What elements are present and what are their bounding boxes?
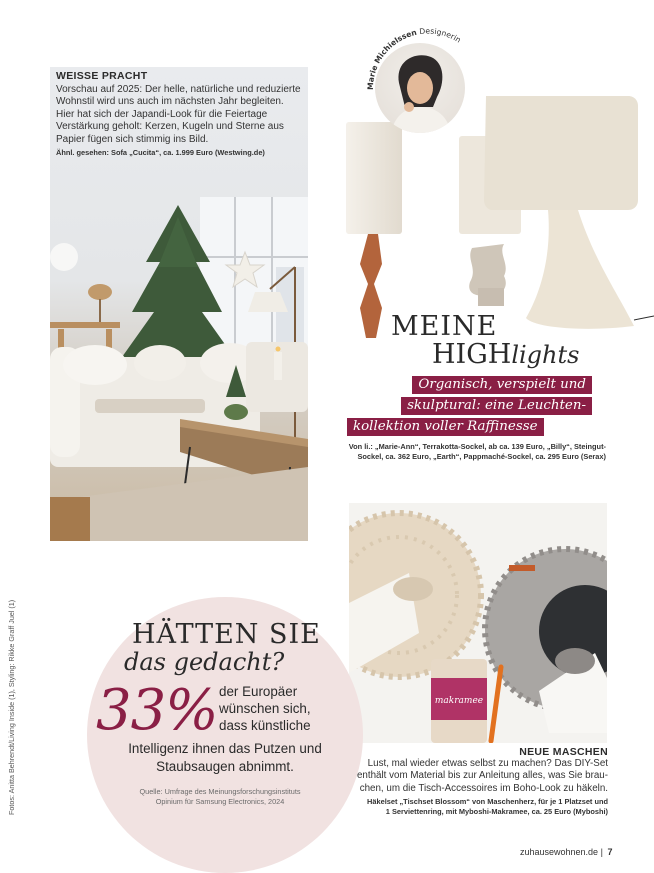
highlights-title-high: HIGH — [432, 339, 512, 370]
stat-source — [120, 787, 320, 806]
neue-maschen-body-line2: enthält vom Material bis zur Anleitung alles, was Sie brau- — [356, 770, 608, 782]
stat-question-line1: HÄTTEN SIE — [132, 619, 321, 650]
highlights-title-line2 — [432, 339, 579, 370]
stat-text-line2: wünschen sich, — [219, 701, 311, 716]
lamps-credit-line2: Sockel, ca. 362 Euro, „Earth“, Pappmaché-Sockel, ca. 295 Euro (Serax) — [357, 452, 606, 462]
photo-credit — [4, 600, 18, 815]
highlights-title-lights: lights — [511, 341, 580, 369]
neue-maschen-body-line3: chen, um die Tisch-Accessoires im Boho-Look zu häkeln. — [359, 782, 608, 794]
designer-caption — [363, 20, 481, 90]
neue-maschen-body — [345, 758, 608, 795]
highlights-subtitle-line1: Organisch, verspielt und — [412, 376, 592, 394]
neue-maschen-title: NEUE MASCHEN — [519, 746, 608, 758]
weisse-pracht-title: WEISSE PRACHT — [56, 70, 148, 82]
svg-text:Marie Michielssen — [366, 27, 463, 90]
page-number: 7 — [607, 847, 613, 857]
stat-text-line5: Staubsaugen abnimmt. — [156, 759, 294, 774]
package-label: makramee — [434, 696, 484, 706]
neue-maschen-credit-line1: Häkelset „Tischset Blossom“ von Maschenherz, für je 1 Platzset und — [367, 797, 608, 807]
stat-text-line4: Intelligenz ihnen das Putzen und — [128, 741, 322, 756]
stat-text-top — [219, 683, 354, 734]
crochet-photo — [349, 503, 607, 743]
highlights-title-line1: MEINE — [391, 311, 498, 342]
highlights-subtitle-line2: skulptural: eine Leuchten- — [401, 397, 592, 415]
highlights-subtitle-line3: kollektion voller Raffinesse — [347, 418, 544, 436]
weisse-pracht-textblock — [56, 70, 304, 157]
stat-text-bottom — [110, 740, 340, 776]
neue-maschen-textblock — [345, 746, 608, 816]
stat-text-line1: der Europäer — [219, 684, 298, 699]
designer-name: Marie Michielssen — [365, 27, 418, 90]
lamps-photo — [338, 88, 654, 348]
footer-site: zuhausewohnen.de — [520, 847, 599, 857]
stat-text-line3: dass künstliche — [219, 718, 311, 733]
lamps-credit-line1: Von li.: „Marie-Ann“, Terrakotta-Sockel, ab ca. 139 Euro, „Billy“, Steingut- — [348, 442, 606, 451]
stat-source-line2: Opinium für Samsung Electronics, 2024 — [155, 796, 285, 806]
stat-question-line2: das gedacht? — [124, 648, 285, 676]
neue-maschen-body-line1: Lust, mal wieder etwas selbst zu machen? Das DIY-Set — [367, 758, 608, 769]
weisse-pracht-credit: Ähnl. gesehen: Sofa „Cucita“, ca. 1.999 Euro (Westwing.de) — [56, 148, 265, 158]
neue-maschen-credit — [345, 797, 608, 816]
designer-role: Designerin — [418, 26, 463, 45]
neue-maschen-credit-line2: 1 Serviettenring, mit Myboshi-Makramee, ca. 25 Euro (Myboshi) — [385, 806, 608, 816]
photo-credit-text: Fotos: Anitta Behrendt/Living Inside (1), Styling: Rikke Graff Juel (1) — [7, 599, 16, 815]
stat-source-line1: Quelle: Umfrage des Meinungsforschungsinstituts — [139, 787, 301, 796]
footer-separator: | — [600, 847, 603, 857]
page-footer — [520, 847, 612, 857]
stat-percent: 33% — [96, 678, 218, 743]
lamps-credit — [340, 442, 606, 463]
weisse-pracht-body: Vorschau auf 2025: Der helle, natürliche und reduzierte Wohnstil wird uns auch im nächsten Jahr begleiten. Hier hat sich der Japandi-Look für die Feiertage Verstärkung geholt: Kerzen, Kugeln und Sterne aus Papier fügen sich stimmig ins Bild. — [56, 84, 301, 145]
